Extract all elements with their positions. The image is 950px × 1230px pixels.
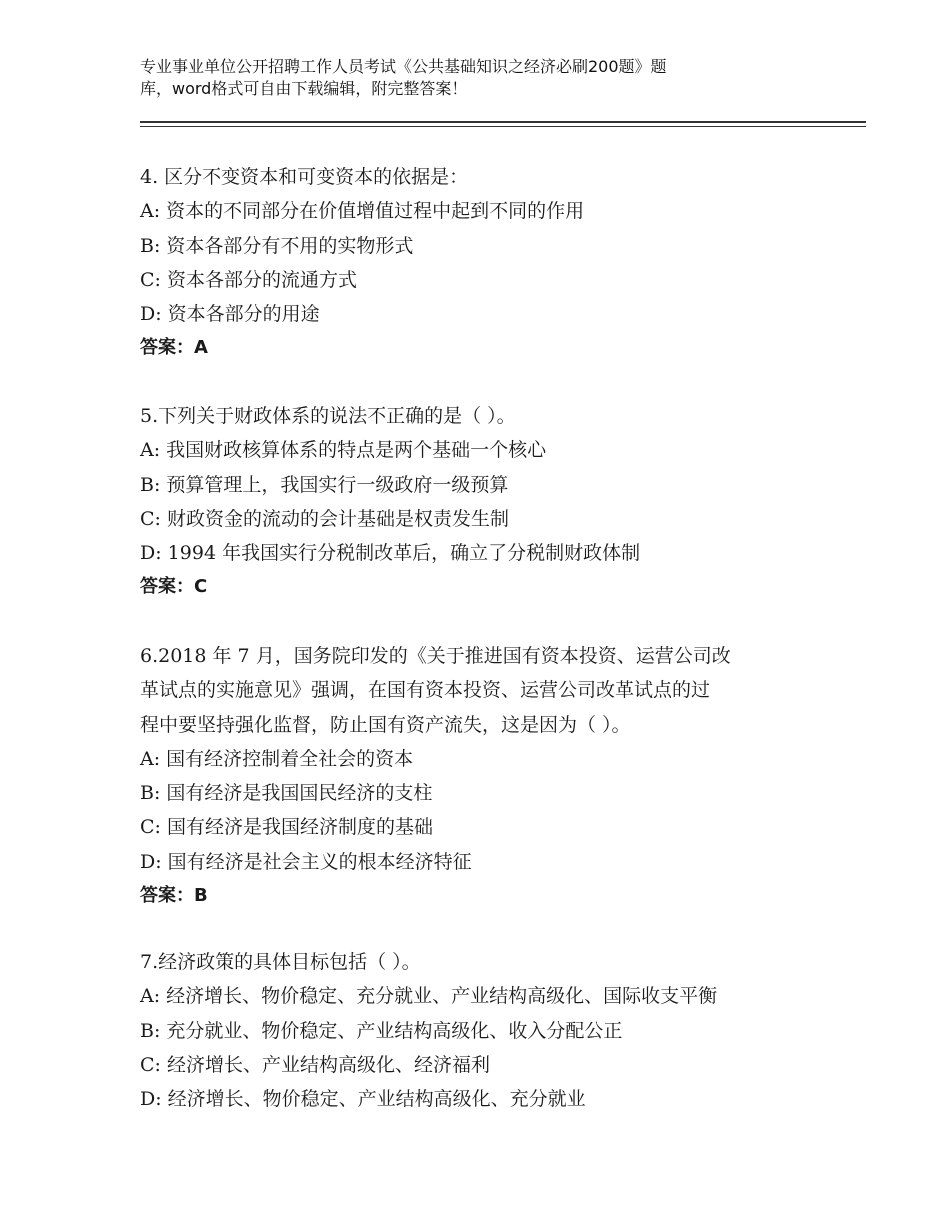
option-b: B: 国有经济是我国国民经济的支柱 bbox=[140, 782, 433, 805]
option-a: A: 资本的不同部分在价值增值过程中起到不同的作用 bbox=[140, 200, 585, 223]
option-a: A: 经济增长、物价稳定、充分就业、产业结构高级化、国际收支平衡 bbox=[140, 985, 718, 1008]
question-title-line-1: 6.2018 年 7 月，国务院印发的《关于推进国有资本投资、运营公司改 bbox=[140, 645, 731, 667]
answer-label: 答案：A bbox=[140, 337, 208, 359]
answer-label: 答案：C bbox=[140, 576, 208, 598]
option-d: D: 1994 年我国实行分税制改革后，确立了分税制财政体制 bbox=[140, 542, 641, 565]
document-header bbox=[140, 56, 780, 100]
option-c: C: 经济增长、产业结构高级化、经济福利 bbox=[140, 1053, 490, 1076]
question-7 bbox=[140, 945, 830, 1116]
option-d: D: 经济增长、物价稳定、产业结构高级化、充分就业 bbox=[140, 1088, 586, 1111]
option-c: C: 财政资金的流动的会计基础是权责发生制 bbox=[140, 507, 509, 530]
question-4 bbox=[140, 160, 830, 366]
question-6 bbox=[140, 639, 830, 913]
question-title-line-3: 程中要坚持强化监督，防止国有资产流失，这是因为（ ）。 bbox=[140, 713, 631, 736]
option-b: B: 预算管理上，我国实行一级政府一级预算 bbox=[140, 473, 509, 496]
question-title: 7.经济政策的具体目标包括（ ）。 bbox=[140, 951, 421, 973]
header-divider-thick bbox=[140, 121, 866, 123]
question-5 bbox=[140, 399, 830, 605]
answer-label: 答案：B bbox=[140, 885, 208, 907]
question-title: 5.下列关于财政体系的说法不正确的是（ ）。 bbox=[140, 405, 516, 427]
option-a: A: 我国财政核算体系的特点是两个基础一个核心 bbox=[140, 439, 547, 462]
header-line-1: 专业事业单位公开招聘工作人员考试《公共基础知识之经济必刷200题》题 bbox=[140, 57, 667, 76]
option-d: D: 国有经济是社会主义的根本经济特征 bbox=[140, 850, 472, 873]
option-a: A: 国有经济控制着全社会的资本 bbox=[140, 747, 414, 770]
option-d: D: 资本各部分的用途 bbox=[140, 303, 320, 326]
option-c: C: 国有经济是我国经济制度的基础 bbox=[140, 816, 433, 839]
option-c: C: 资本各部分的流通方式 bbox=[140, 268, 357, 291]
question-title-line-2: 革试点的实施意见》强调，在国有资本投资、运营公司改革试点的过 bbox=[140, 679, 711, 702]
option-b: B: 资本各部分有不用的实物形式 bbox=[140, 234, 414, 257]
option-b: B: 充分就业、物价稳定、产业结构高级化、收入分配公正 bbox=[140, 1019, 623, 1042]
question-title: 4. 区分不变资本和可变资本的依据是： bbox=[140, 166, 469, 188]
header-divider-thin bbox=[140, 126, 866, 127]
header-line-2: 库，word格式可自由下载编辑，附完整答案！ bbox=[140, 79, 468, 98]
